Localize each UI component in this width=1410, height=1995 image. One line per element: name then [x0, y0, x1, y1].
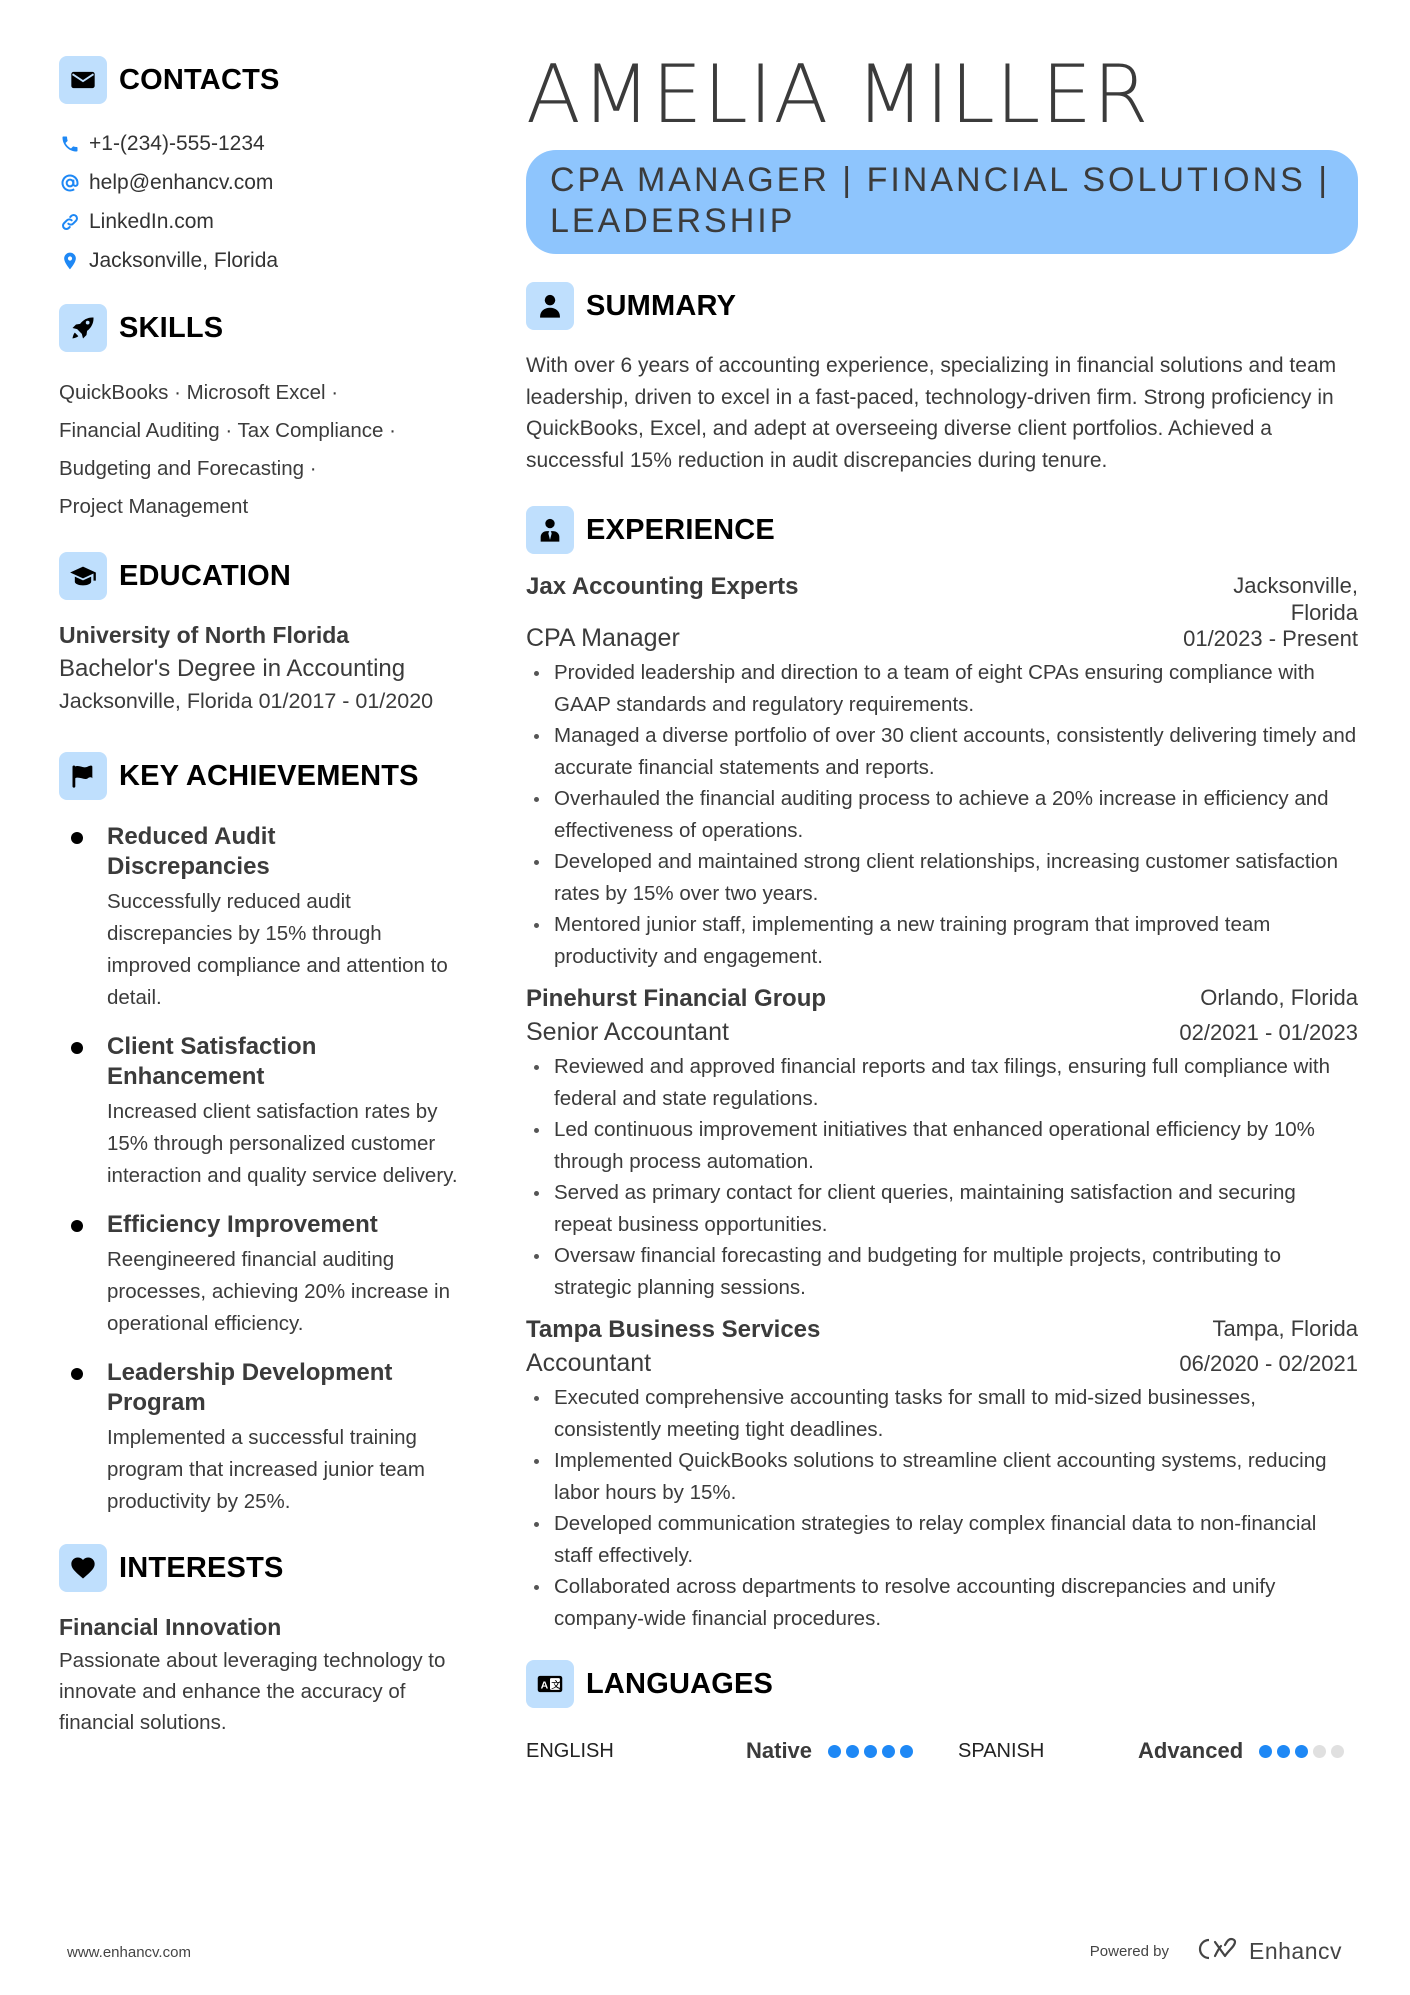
- contact-text: Jacksonville, Florida: [89, 248, 279, 272]
- achievements-section: [59, 752, 479, 1518]
- achievement-desc: Implemented a successful training program that increased junior team productivity by 25%.: [107, 1426, 425, 1513]
- job-dates: 01/2023 - Present: [1183, 626, 1358, 651]
- education-header: [59, 552, 479, 600]
- language-item: [958, 1738, 1344, 1764]
- bullet-icon: [71, 1368, 83, 1380]
- company-name: Jax Accounting Experts: [526, 573, 799, 600]
- job-bullet: Managed a diverse portfolio of over 30 client accounts, consistently delivering timely and accurate financial statements and reports.: [526, 720, 1358, 783]
- language-rating: [828, 1745, 913, 1758]
- job-role: Accountant: [526, 1349, 652, 1377]
- languages-section: [526, 1660, 1358, 1766]
- summary-section: [526, 282, 1358, 476]
- achievement-item: [59, 1032, 479, 1192]
- rocket-icon: [59, 304, 107, 352]
- job-entry: [526, 984, 1358, 1303]
- bullet-icon: [71, 1220, 83, 1232]
- education-dates: 01/2017 - 01/2020: [258, 689, 434, 713]
- contact-text: LinkedIn.com: [89, 209, 214, 233]
- job-location-line: Florida: [1290, 600, 1358, 625]
- envelope-icon: [59, 56, 107, 104]
- achievement-title: Efficiency Improvement: [107, 1211, 378, 1238]
- section-title: CONTACTS: [119, 63, 280, 96]
- interest-title: Financial Innovation: [59, 1614, 282, 1640]
- rating-dot-filled: [1277, 1745, 1290, 1758]
- at-icon: [59, 172, 81, 194]
- section-title: INTERESTS: [119, 1551, 284, 1584]
- achievement-title: Reduced Audit Discrepancies: [107, 823, 276, 880]
- footer-website[interactable]: www.enhancv.com: [67, 1944, 191, 1961]
- job-location: [1233, 572, 1358, 626]
- language-name: ENGLISH: [526, 1739, 614, 1762]
- section-title: EXPERIENCE: [586, 513, 775, 546]
- job-role: Senior Accountant: [526, 1018, 729, 1046]
- job-location-line: Jacksonville,: [1233, 573, 1358, 598]
- heart-icon: [59, 1544, 107, 1592]
- phone-icon: [59, 133, 81, 155]
- job-bullet: Developed and maintained strong client relationships, increasing customer satisfaction rates by 15% over two years.: [526, 846, 1358, 909]
- graduation-cap-icon: [59, 552, 107, 600]
- section-title: LANGUAGES: [586, 1667, 774, 1700]
- contact-linkedin[interactable]: [59, 202, 479, 241]
- rating-dot-filled: [828, 1745, 841, 1758]
- svg-text:A: A: [540, 1679, 549, 1692]
- achievement-desc: Successfully reduced audit discrepancies by 15% through improved compliance and attention to detail.: [107, 890, 448, 1009]
- skill-item: Microsoft Excel: [186, 381, 326, 404]
- job-bullet: Reviewed and approved financial reports and tax filings, ensuring full compliance with federal and state regulations.: [526, 1051, 1358, 1114]
- rating-dot-empty: [1331, 1745, 1344, 1758]
- job-bullet: Implemented QuickBooks solutions to streamline client accounting systems, reducing labor hours by 15%.: [526, 1445, 1358, 1508]
- job-role: CPA Manager: [526, 624, 680, 652]
- experience-header: [526, 506, 1358, 554]
- section-title: SUMMARY: [586, 289, 737, 322]
- skill-item: Budgeting and Forecasting: [59, 457, 305, 480]
- achievement-item: [59, 1210, 479, 1340]
- contact-email[interactable]: [59, 163, 479, 202]
- skills-list: QuickBooks · Microsoft Excel · Financial Auditing · Tax Compliance · Budgeting and Forecasting · Project Management: [59, 381, 396, 518]
- contact-text: help@enhancv.com: [89, 170, 274, 194]
- bullet-icon: [71, 1042, 83, 1054]
- businessman-icon: [526, 506, 574, 554]
- language-rating: [1259, 1745, 1344, 1758]
- achievement-title: Leadership Development Program: [107, 1359, 393, 1416]
- job-bullet: Provided leadership and direction to a team of eight CPAs ensuring compliance with GAAP standards and regulatory requirements.: [526, 657, 1358, 720]
- candidate-title: CPA MANAGER | FINANCIAL SOLUTIONS | LEADERSHIP: [526, 150, 1358, 254]
- company-name: Tampa Business Services: [526, 1316, 821, 1343]
- section-title: SKILLS: [119, 311, 224, 344]
- contact-text: +1-(234)-555-1234: [89, 131, 265, 155]
- candidate-name: AMELIA MILLER: [526, 48, 1150, 141]
- company-name: Pinehurst Financial Group: [526, 985, 827, 1012]
- translate-icon: [526, 1660, 574, 1708]
- job-bullet: Collaborated across departments to resolve accounting discrepancies and unify company-wide financial procedures.: [526, 1571, 1358, 1634]
- contacts-section: [59, 56, 479, 280]
- contact-phone[interactable]: [59, 124, 479, 163]
- achievement-desc: Increased client satisfaction rates by 15% through personalized customer interaction and quality service delivery.: [107, 1100, 458, 1187]
- language-level: Native: [746, 1738, 813, 1763]
- rating-dot-filled: [1259, 1745, 1272, 1758]
- job-bullet: Oversaw financial forecasting and budgeting for multiple projects, contributing to strategic planning sessions.: [526, 1240, 1358, 1303]
- achievements-header: [59, 752, 479, 800]
- job-bullets: [526, 1382, 1358, 1634]
- section-title: EDUCATION: [119, 559, 292, 592]
- job-dates: 06/2020 - 02/2021: [1179, 1351, 1358, 1376]
- powered-by-label: Powered by: [1089, 1943, 1169, 1960]
- brand-name: Enhancv: [1248, 1938, 1342, 1964]
- job-bullet: Developed communication strategies to relay complex financial data to non-financial staff effectively.: [526, 1508, 1358, 1571]
- job-bullets: [526, 1051, 1358, 1303]
- job-bullet: Mentored junior staff, implementing a new training program that improved team productivity and engagement.: [526, 909, 1358, 972]
- education-meta: [59, 689, 479, 714]
- experience-section: [526, 506, 1358, 1634]
- right-column: [526, 48, 1358, 1766]
- job-entry: [526, 572, 1358, 972]
- job-entry: [526, 1315, 1358, 1634]
- rating-dot-empty: [1313, 1745, 1326, 1758]
- rating-dot-filled: [864, 1745, 877, 1758]
- footer-branding: [1090, 1936, 1342, 1967]
- languages-row: [526, 1736, 1358, 1766]
- job-bullets: [526, 657, 1358, 972]
- skill-item: Tax Compliance: [237, 419, 384, 442]
- left-column: [59, 56, 479, 1738]
- user-icon: [526, 282, 574, 330]
- language-name: SPANISH: [958, 1739, 1045, 1762]
- job-dates: 02/2021 - 01/2023: [1179, 1020, 1358, 1045]
- summary-text: With over 6 years of accounting experience, specializing in financial solutions and team leadership, driven to excel in a fast-paced, technology-driven firm. Strong proficiency in QuickBooks, Excel, and adept at overseeing diverse client portfolios. Achieved a successful 15% reduction in audit discrepancies during tenure.: [526, 354, 1337, 472]
- bullet-icon: [71, 832, 83, 844]
- interests-section: [59, 1544, 479, 1738]
- contact-location: [59, 241, 479, 280]
- interest-desc: Passionate about leveraging technology to innovate and enhance the accuracy of financial solutions.: [59, 1649, 446, 1734]
- job-bullet: Executed comprehensive accounting tasks for small to mid-sized businesses, consistently meeting tight deadlines.: [526, 1382, 1358, 1445]
- achievement-title: Client Satisfaction Enhancement: [107, 1033, 317, 1090]
- skill-item: Financial Auditing: [59, 419, 220, 442]
- enhancv-logo-icon: [1195, 1936, 1241, 1967]
- achievement-desc: Reengineered financial auditing processes, achieving 20% increase in operational efficiency.: [107, 1248, 450, 1335]
- job-location: Orlando, Florida: [1200, 985, 1358, 1010]
- skill-item: QuickBooks: [59, 381, 169, 404]
- achievement-item: [59, 1358, 479, 1518]
- skills-section: [59, 304, 479, 526]
- flag-icon: [59, 752, 107, 800]
- rating-dot-filled: [846, 1745, 859, 1758]
- language-level: Advanced: [1138, 1738, 1244, 1763]
- education-section: [59, 552, 479, 714]
- interests-header: [59, 1544, 479, 1592]
- rating-dot-filled: [882, 1745, 895, 1758]
- languages-header: [526, 1660, 1358, 1708]
- education-school: University of North Florida: [59, 622, 350, 648]
- rating-dot-filled: [1295, 1745, 1308, 1758]
- job-location: Tampa, Florida: [1212, 1316, 1358, 1341]
- skills-header: [59, 304, 479, 352]
- language-item: [526, 1738, 958, 1764]
- rating-dot-filled: [900, 1745, 913, 1758]
- svg-text:文: 文: [551, 1680, 561, 1691]
- skill-item: Project Management: [59, 495, 249, 518]
- job-bullet: Overhauled the financial auditing process to achieve a 20% increase in efficiency and effectiveness of operations.: [526, 783, 1358, 846]
- contacts-header: [59, 56, 479, 104]
- achievement-item: [59, 822, 479, 1014]
- job-bullet: Led continuous improvement initiatives that enhanced operational efficiency by 10% through process automation.: [526, 1114, 1358, 1177]
- section-title: KEY ACHIEVEMENTS: [119, 759, 419, 792]
- job-bullet: Served as primary contact for client queries, maintaining satisfaction and securing repeat business opportunities.: [526, 1177, 1358, 1240]
- link-icon: [59, 211, 81, 233]
- education-location: Jacksonville, Florida: [59, 689, 253, 713]
- location-pin-icon: [59, 250, 81, 272]
- summary-header: [526, 282, 1358, 330]
- education-degree: Bachelor's Degree in Accounting: [59, 655, 406, 682]
